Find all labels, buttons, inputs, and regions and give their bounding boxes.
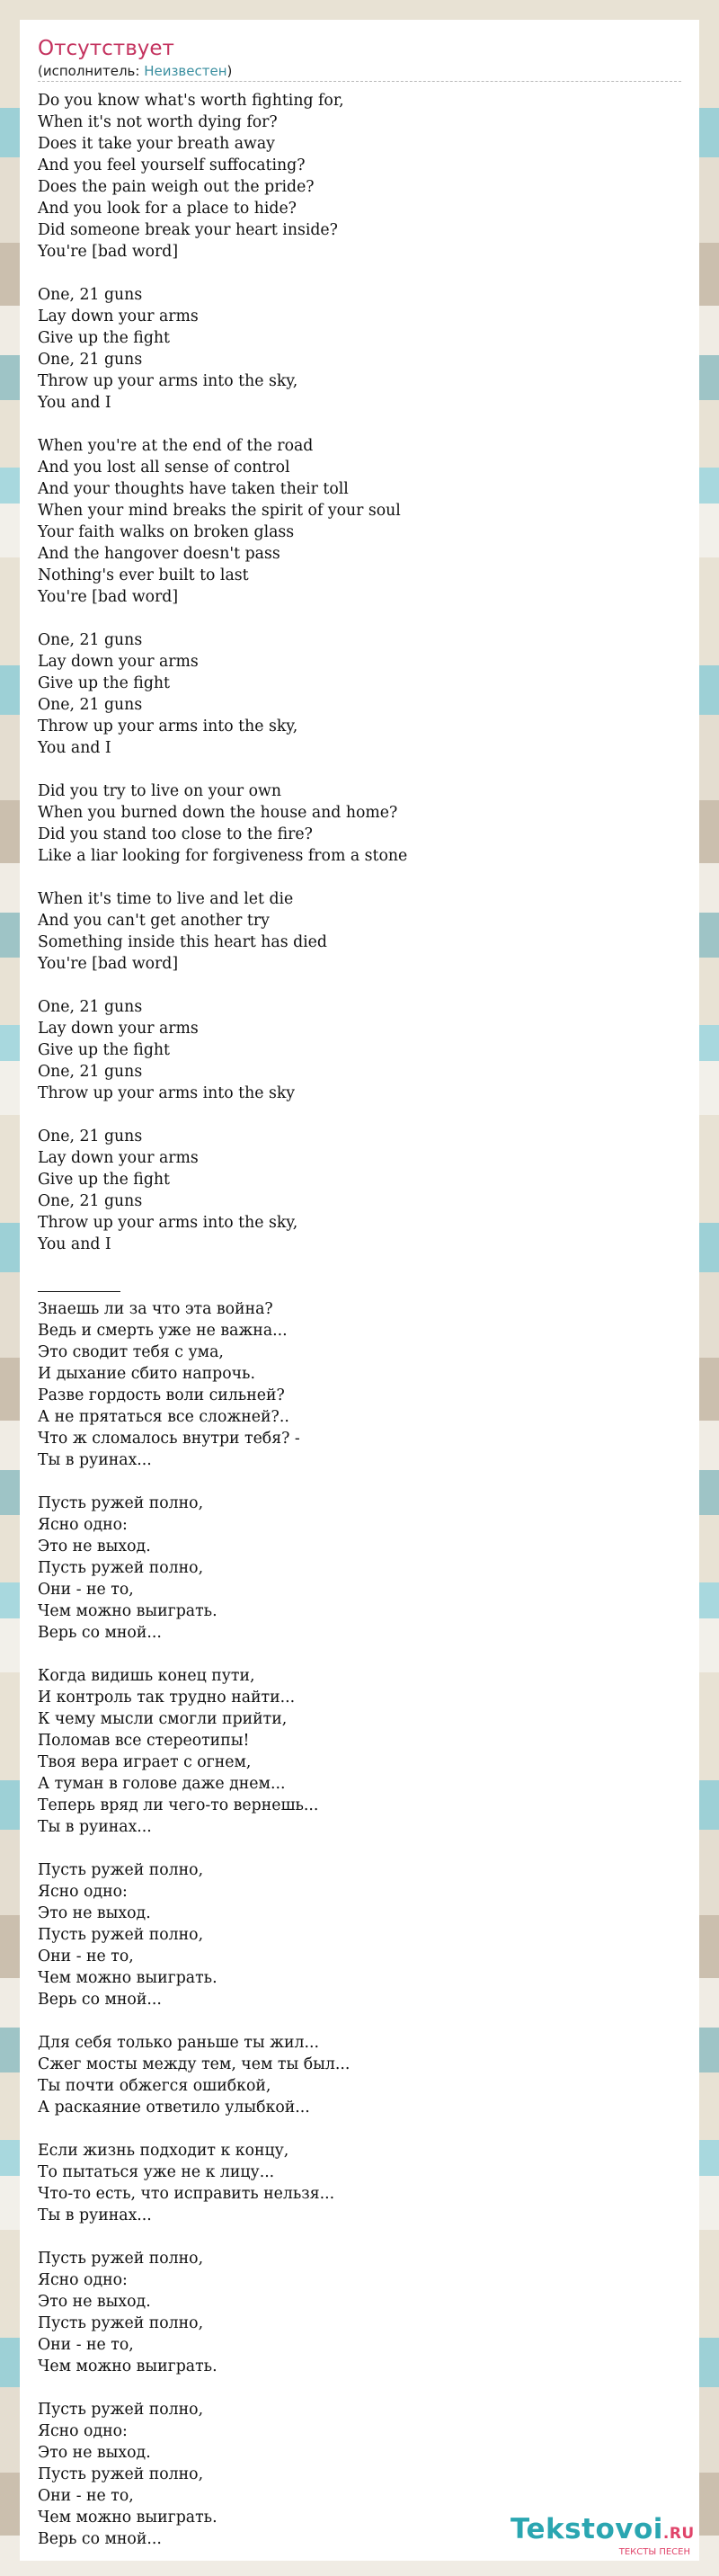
lyrics-line: Do you know what's worth fighting for, bbox=[38, 92, 344, 110]
lyrics-line: You and I bbox=[38, 1235, 111, 1253]
lyrics-line: Does the pain weigh out the pride? bbox=[38, 178, 315, 196]
lyrics-line: Ясно одно: bbox=[38, 1516, 128, 1534]
lyrics-blank-line bbox=[38, 2118, 681, 2140]
lyrics-line: Your faith walks on broken glass bbox=[38, 523, 295, 541]
lyrics-line: And you feel yourself suffocating? bbox=[38, 156, 306, 174]
lyrics-line: You and I bbox=[38, 394, 111, 412]
lyrics-line: Something inside this heart has died bbox=[38, 933, 327, 951]
lyrics-line: Разве гордость воли сильней? bbox=[38, 1386, 285, 1404]
lyrics-line: Ты в руинах... bbox=[38, 1818, 152, 1836]
lyrics-line: Throw up your arms into the sky bbox=[38, 1084, 296, 1102]
lyrics-line: И дыхание сбито напрочь. bbox=[38, 1365, 255, 1383]
lyrics-line: When your mind breaks the spirit of your soul bbox=[38, 502, 401, 520]
lyrics-blank-line bbox=[38, 1644, 681, 1665]
lyrics-blank-line bbox=[38, 263, 681, 284]
lyrics-line: А не прятаться все сложней?.. bbox=[38, 1408, 289, 1426]
lyrics-line: Теперь вряд ли чего-то вернешь... bbox=[38, 1796, 319, 1814]
lyrics-blank-line bbox=[38, 1471, 681, 1493]
lyrics-line: When it's time to live and let die bbox=[38, 890, 294, 908]
lyrics-line: Это не выход. bbox=[38, 1538, 151, 1555]
lyrics-blank-line bbox=[38, 414, 681, 435]
lyrics-line: Throw up your arms into the sky, bbox=[38, 1214, 298, 1232]
lyrics-line: То пытаться уже не к лицу... bbox=[38, 2163, 275, 2181]
lyrics-line: Поломав все стереотипы! bbox=[38, 1732, 250, 1750]
logo-name: Tekstovoi bbox=[510, 2513, 663, 2545]
lyrics-line: Они - не то, bbox=[38, 1948, 134, 1965]
lyrics-line: Знаешь ли за что эта война? bbox=[38, 1300, 273, 1318]
lyrics-blank-line bbox=[38, 1104, 681, 1126]
lyrics-line: Пусть ружей полно, bbox=[38, 1926, 204, 1944]
lyrics-line: One, 21 guns bbox=[38, 286, 143, 304]
lyrics-line: Ты в руинах... bbox=[38, 2206, 152, 2224]
lyrics-line: Give up the fight bbox=[38, 1171, 170, 1189]
lyrics-line: Чем можно выиграть. bbox=[38, 2509, 217, 2527]
lyrics-line: А туман в голове даже днем... bbox=[38, 1775, 286, 1793]
lyrics-line: Did you stand too close to the fire? bbox=[38, 825, 313, 843]
logo-wordmark bbox=[510, 2513, 695, 2549]
lyrics-line: Nothing's ever built to last bbox=[38, 566, 249, 584]
lyrics-line: Пусть ружей полно, bbox=[38, 1861, 204, 1879]
lyrics-line: Lay down your arms bbox=[38, 1020, 199, 1038]
lyrics-line: Это сводит тебя с ума, bbox=[38, 1343, 224, 1361]
lyrics-line: Did someone break your heart inside? bbox=[38, 221, 338, 239]
artist-prefix: (исполнитель: bbox=[38, 63, 145, 79]
lyrics-line: Ведь и смерть уже не важна... bbox=[38, 1322, 288, 1340]
lyrics-blank-line bbox=[38, 867, 681, 888]
lyrics-line: Пусть ружей полно, bbox=[38, 2314, 204, 2332]
lyrics-line: Lay down your arms bbox=[38, 1149, 199, 1167]
lyrics-line: One, 21 guns bbox=[38, 1128, 143, 1145]
separator-rule bbox=[38, 1279, 120, 1292]
lyrics-line: Throw up your arms into the sky, bbox=[38, 718, 298, 735]
lyrics-blank-line bbox=[38, 608, 681, 629]
lyrics-line: Верь со мной... bbox=[38, 1624, 162, 1642]
artist-line bbox=[38, 63, 232, 79]
lyrics-line: Give up the fight bbox=[38, 329, 170, 347]
lyrics-line: Когда видишь конец пути, bbox=[38, 1667, 255, 1685]
lyrics-line: When you burned down the house and home? bbox=[38, 804, 398, 822]
lyrics-line: Does it take your breath away bbox=[38, 135, 275, 153]
lyrics-line: Give up the fight bbox=[38, 1041, 170, 1059]
lyrics-line: А раскаяние ответило улыбкой... bbox=[38, 2099, 310, 2117]
title-divider bbox=[38, 81, 681, 82]
lyrics-line: Did you try to live on your own bbox=[38, 782, 281, 800]
lyrics-line: One, 21 guns bbox=[38, 631, 143, 649]
lyrics-line: Ты почти обжегся ошибкой, bbox=[38, 2077, 271, 2095]
lyrics-line: Lay down your arms bbox=[38, 308, 199, 325]
lyrics-line: Ты в руинах... bbox=[38, 1451, 152, 1469]
lyrics-line: When you're at the end of the road bbox=[38, 437, 314, 455]
logo-tagline: ТЕКСТЫ ПЕСЕН bbox=[618, 2547, 690, 2557]
lyrics-line: Give up the fight bbox=[38, 674, 170, 692]
artist-link[interactable]: Неизвестен bbox=[144, 63, 227, 79]
lyrics-line: And you can't get another try bbox=[38, 912, 270, 930]
lyrics-line: Lay down your arms bbox=[38, 653, 199, 671]
lyrics-line: One, 21 guns bbox=[38, 696, 143, 714]
lyrics-line: And your thoughts have taken their toll bbox=[38, 480, 349, 498]
lyrics-line: You're [bad word] bbox=[38, 243, 179, 261]
lyrics-line: И контроль так трудно найти... bbox=[38, 1689, 296, 1707]
lyrics-line: Чем можно выиграть. bbox=[38, 2358, 217, 2375]
lyrics-line: One, 21 guns bbox=[38, 998, 143, 1016]
lyrics-line: Пусть ружей полно, bbox=[38, 2250, 204, 2268]
lyrics-line: One, 21 guns bbox=[38, 1192, 143, 1210]
lyrics-line: Твоя вера играет с огнем, bbox=[38, 1753, 252, 1771]
lyrics-line: Пусть ружей полно, bbox=[38, 1494, 204, 1512]
artist-suffix: ) bbox=[226, 63, 233, 79]
lyrics-line: Ясно одно: bbox=[38, 2422, 128, 2440]
lyrics-line: Ясно одно: bbox=[38, 1883, 128, 1901]
lyrics-line: Пусть ружей полно, bbox=[38, 1559, 204, 1577]
lyrics-blank-line bbox=[38, 1255, 681, 1277]
lyrics-line: And the hangover doesn't pass bbox=[38, 545, 280, 563]
lyrics-line: Пусть ружей полно, bbox=[38, 2465, 204, 2483]
lyrics-line: Верь со мной... bbox=[38, 2530, 162, 2548]
lyrics-line: One, 21 guns bbox=[38, 351, 143, 369]
lyrics-blank-line bbox=[38, 2010, 681, 2032]
lyrics-line: К чему мысли смогли прийти, bbox=[38, 1710, 288, 1728]
lyrics-line: Пусть ружей полно, bbox=[38, 2401, 204, 2419]
lyrics-line: Что ж сломалось внутри тебя? - bbox=[38, 1430, 300, 1448]
lyrics-line: And you lost all sense of control bbox=[38, 459, 290, 477]
lyrics-line: Они - не то, bbox=[38, 1581, 134, 1599]
lyrics-blank-line bbox=[38, 759, 681, 780]
lyrics-line: Чем можно выиграть. bbox=[38, 1969, 217, 1987]
lyrics-separator bbox=[38, 1277, 681, 1298]
lyrics-blank-line bbox=[38, 2226, 681, 2248]
song-title: Отсутствует bbox=[38, 37, 174, 60]
lyrics-line: One, 21 guns bbox=[38, 1063, 143, 1081]
lyrics-blank-line bbox=[38, 2377, 681, 2399]
lyrics-text bbox=[38, 90, 681, 2550]
lyrics-line: Если жизнь подходит к концу, bbox=[38, 2142, 289, 2160]
lyrics-line: You're [bad word] bbox=[38, 588, 179, 606]
lyrics-line: Это не выход. bbox=[38, 2293, 151, 2311]
lyrics-line: Они - не то, bbox=[38, 2487, 134, 2505]
lyrics-line: Это не выход. bbox=[38, 2444, 151, 2462]
lyrics-line: You're [bad word] bbox=[38, 955, 179, 973]
lyrics-line: Like a liar looking for forgiveness from a stone bbox=[38, 847, 408, 865]
lyrics-blank-line bbox=[38, 975, 681, 996]
lyrics-line: When it's not worth dying for? bbox=[38, 113, 278, 131]
lyrics-line: Это не выход. bbox=[38, 1904, 151, 1922]
lyrics-line: You and I bbox=[38, 739, 111, 757]
lyrics-line: Для себя только раньше ты жил... bbox=[38, 2034, 319, 2052]
lyrics-line: Throw up your arms into the sky, bbox=[38, 372, 298, 390]
lyrics-card bbox=[20, 20, 699, 2561]
lyrics-line: And you look for a place to hide? bbox=[38, 200, 297, 218]
logo-tld: .RU bbox=[662, 2525, 695, 2543]
lyrics-line: Ясно одно: bbox=[38, 2271, 128, 2289]
site-logo[interactable] bbox=[510, 2513, 695, 2557]
lyrics-line: Они - не то, bbox=[38, 2336, 134, 2354]
lyrics-line: Сжег мосты между тем, чем ты был... bbox=[38, 2055, 351, 2073]
lyrics-line: Чем можно выиграть. bbox=[38, 1602, 217, 1620]
lyrics-line: Что-то есть, что исправить нельзя... bbox=[38, 2185, 335, 2203]
lyrics-blank-line bbox=[38, 1838, 681, 1859]
lyrics-line: Верь со мной... bbox=[38, 1991, 162, 2009]
